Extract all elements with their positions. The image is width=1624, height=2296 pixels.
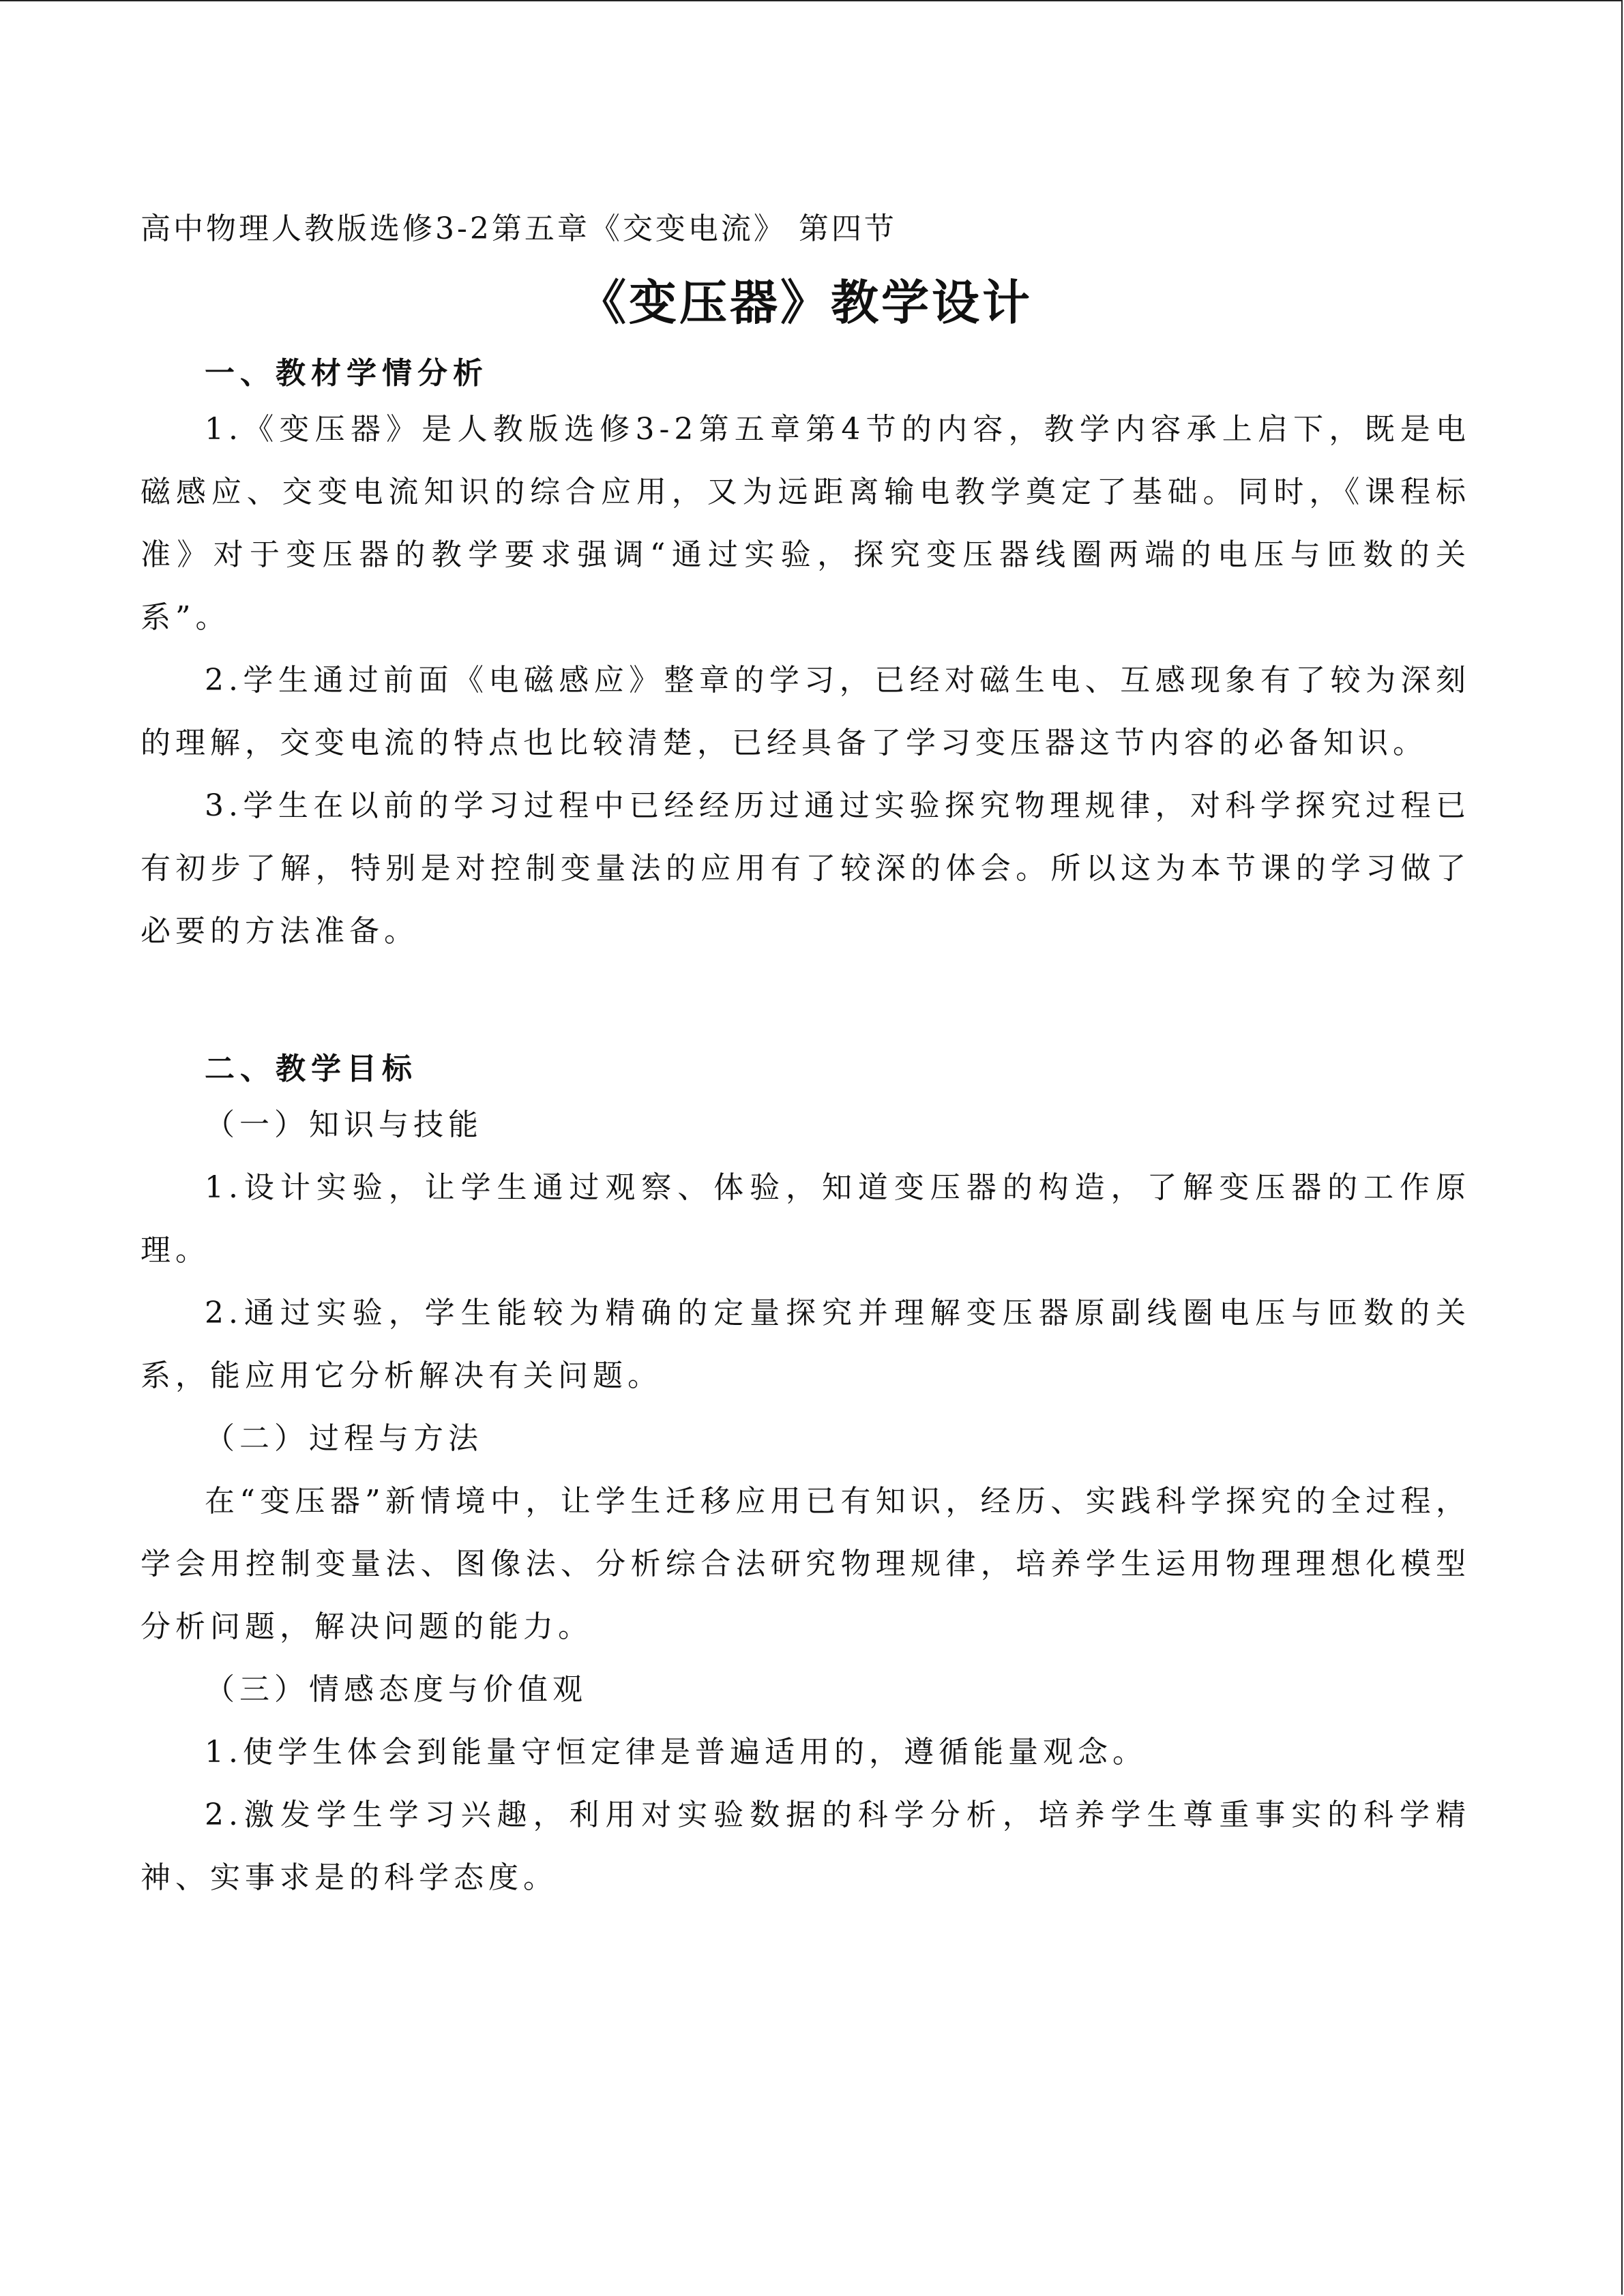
subsection-heading-process: （二）过程与方法 [205, 1421, 483, 1456]
paragraph: 2.通过实验，学生能较为精确的定量探究并理解变压器原副线圈电压与匝数的关系，能应用它分析解决有关问题。 [141, 1296, 1471, 1393]
paragraph: 1.使学生体会到能量守恒定律是普遍适用的，遵循能量观念。 [205, 1735, 1147, 1770]
section-heading-analysis: 一、教材学情分析 [205, 356, 488, 391]
section-heading-objectives: 二、教学目标 [205, 1052, 417, 1086]
document-body [141, 205, 1471, 1909]
document-subtitle: 高中物理人教版选修3-2第五章《交变电流》 第四节 [141, 211, 897, 246]
paragraph: 3.学生在以前的学习过程中已经经历过通过实验探究物理规律，对科学探究过程已有初步了解，特别是对控制变量法的应用有了较深的体会。所以这为本节课的学习做了必要的方法准备。 [141, 788, 1471, 949]
paragraph: 在“变压器”新情境中，让学生迁移应用已有知识，经历、实践科学探究的全过程，学会用控制变量法、图像法、分析综合法研究物理规律，培养学生运用物理理想化模型分析问题，解决问题的能力。 [141, 1484, 1471, 1644]
section-spacer [141, 963, 1471, 1045]
paragraph: 2.学生通过前面《电磁感应》整章的学习，已经对磁生电、互感现象有了较为深刻的理解，交变电流的特点也比较清楚，已经具备了学习变压器这节内容的必备知识。 [141, 663, 1471, 760]
paragraph: 2.激发学生学习兴趣，利用对实验数据的科学分析，培养学生尊重事实的科学精神、实事求是的科学态度。 [141, 1798, 1471, 1895]
subsection-heading-knowledge: （一）知识与技能 [205, 1107, 483, 1142]
subsection-heading-values: （三）情感态度与价值观 [205, 1672, 587, 1707]
paragraph: 1.设计实验，让学生通过观察、体验，知道变压器的构造，了解变压器的工作原理。 [141, 1170, 1471, 1268]
document-title: 《变压器》教学设计 [578, 275, 1033, 331]
paragraph: 1.《变压器》是人教版选修3-2第五章第4节的内容，教学内容承上启下，既是电磁感应、交变电流知识的综合应用，又为远距离输电教学奠定了基础。同时，《课程标准》对于变压器的教学要求强调“通过实验，探究变压器线圈两端的电压与匝数的关系”。 [141, 412, 1471, 635]
